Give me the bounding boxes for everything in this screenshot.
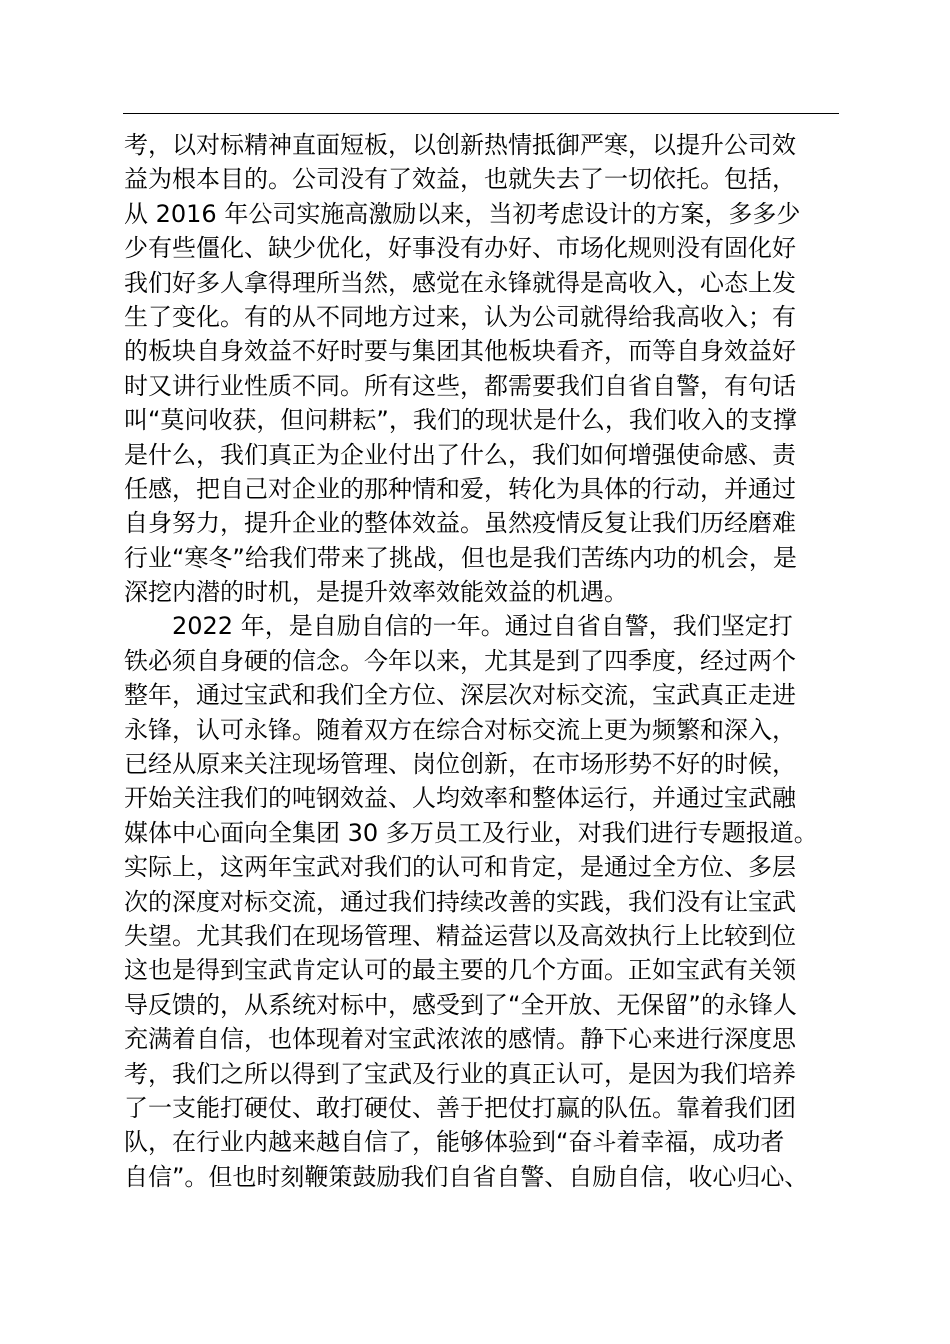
text-line: 考，我们之所以得到了宝武及行业的真正认可，是因为我们培养 bbox=[124, 1059, 796, 1088]
text-line: 次的深度对标交流，通过我们持续改善的实践，我们没有让宝武 bbox=[124, 887, 796, 916]
text-line: 导反馈的，从系统对标中，感受到了“全开放、无保留”的永锋人 bbox=[124, 990, 797, 1019]
text-line: 是什么，我们真正为企业付出了什么，我们如何增强使命感、责 bbox=[124, 440, 796, 469]
text-line: 失望。尤其我们在现场管理、精益运营以及高效执行上比较到位 bbox=[124, 921, 796, 950]
text-line: 自信”。但也时刻鞭策鼓励我们自省自警、自励自信，收心归心、 bbox=[124, 1162, 809, 1191]
text-line: 了一支能打硬仗、敢打硬仗、善于把仗打赢的队伍。靠着我们团 bbox=[124, 1093, 796, 1122]
text-line: 队，在行业内越来越自信了，能够体验到“奋斗着幸福，成功者 bbox=[124, 1128, 785, 1157]
text-line: 深挖内潜的时机，是提升效率效能效益的机遇。 bbox=[124, 578, 628, 607]
text-line: 充满着自信，也体现着对宝武浓浓的感情。静下心来进行深度思 bbox=[124, 1025, 796, 1054]
text-line: 自身努力，提升企业的整体效益。虽然疫情反复让我们历经磨难 bbox=[124, 509, 796, 538]
text-line: 铁必须自身硬的信念。今年以来，尤其是到了四季度，经过两个 bbox=[124, 646, 796, 675]
text-line: 从 2016 年公司实施高激励以来，当初考虑设计的方案，多多少 bbox=[124, 199, 801, 228]
header-rule bbox=[123, 113, 839, 114]
text-line: 我们好多人拿得理所当然，感觉在永锋就得是高收入，心态上发 bbox=[124, 268, 796, 297]
text-line: 时又讲行业性质不同。所有这些，都需要我们自省自警，有句话 bbox=[124, 371, 796, 400]
text-line: 考，以对标精神直面短板，以创新热情抵御严寒，以提升公司效 bbox=[124, 131, 796, 159]
text-line: 叫“莫问收获，但问耕耘”，我们的现状是什么，我们收入的支撑 bbox=[124, 406, 797, 435]
text-line: 益为根本目的。公司没有了效益，也就失去了一切依托。包括， bbox=[124, 165, 796, 194]
text-line: 少有些僵化、缺少优化，好事没有办好、市场化规则没有固化好 bbox=[124, 234, 796, 263]
text-line: 媒体中心面向全集团 30 多万员工及行业，对我们进行专题报道。 bbox=[124, 818, 818, 847]
text-line: 已经从原来关注现场管理、岗位创新，在市场形势不好的时候， bbox=[124, 750, 796, 779]
paragraph-first-line: 2022 年，是自励自信的一年。通过自省自警，我们坚定打 bbox=[172, 612, 793, 641]
text-line: 任感，把自己对企业的那种情和爱，转化为具体的行动，并通过 bbox=[124, 474, 796, 503]
text-line: 行业“寒冬”给我们带来了挑战，但也是我们苦练内功的机会，是 bbox=[124, 543, 797, 572]
text-line: 实际上，这两年宝武对我们的认可和肯定，是通过全方位、多层 bbox=[124, 853, 796, 882]
text-line: 永锋，认可永锋。随着双方在综合对标交流上更为频繁和深入， bbox=[124, 715, 796, 744]
text-line: 开始关注我们的吨钢效益、人均效率和整体运行，并通过宝武融 bbox=[124, 784, 796, 813]
text-line: 的板块自身效益不好时要与集团其他板块看齐，而等自身效益好 bbox=[124, 337, 796, 366]
text-line: 这也是得到宝武肯定认可的最主要的几个方面。正如宝武有关领 bbox=[124, 956, 796, 985]
body-text bbox=[124, 128, 864, 1194]
text-line: 生了变化。有的从不同地方过来，认为公司就得给我高收入；有 bbox=[124, 302, 796, 331]
text-line: 整年，通过宝武和我们全方位、深层次对标交流，宝武真正走进 bbox=[124, 681, 796, 710]
